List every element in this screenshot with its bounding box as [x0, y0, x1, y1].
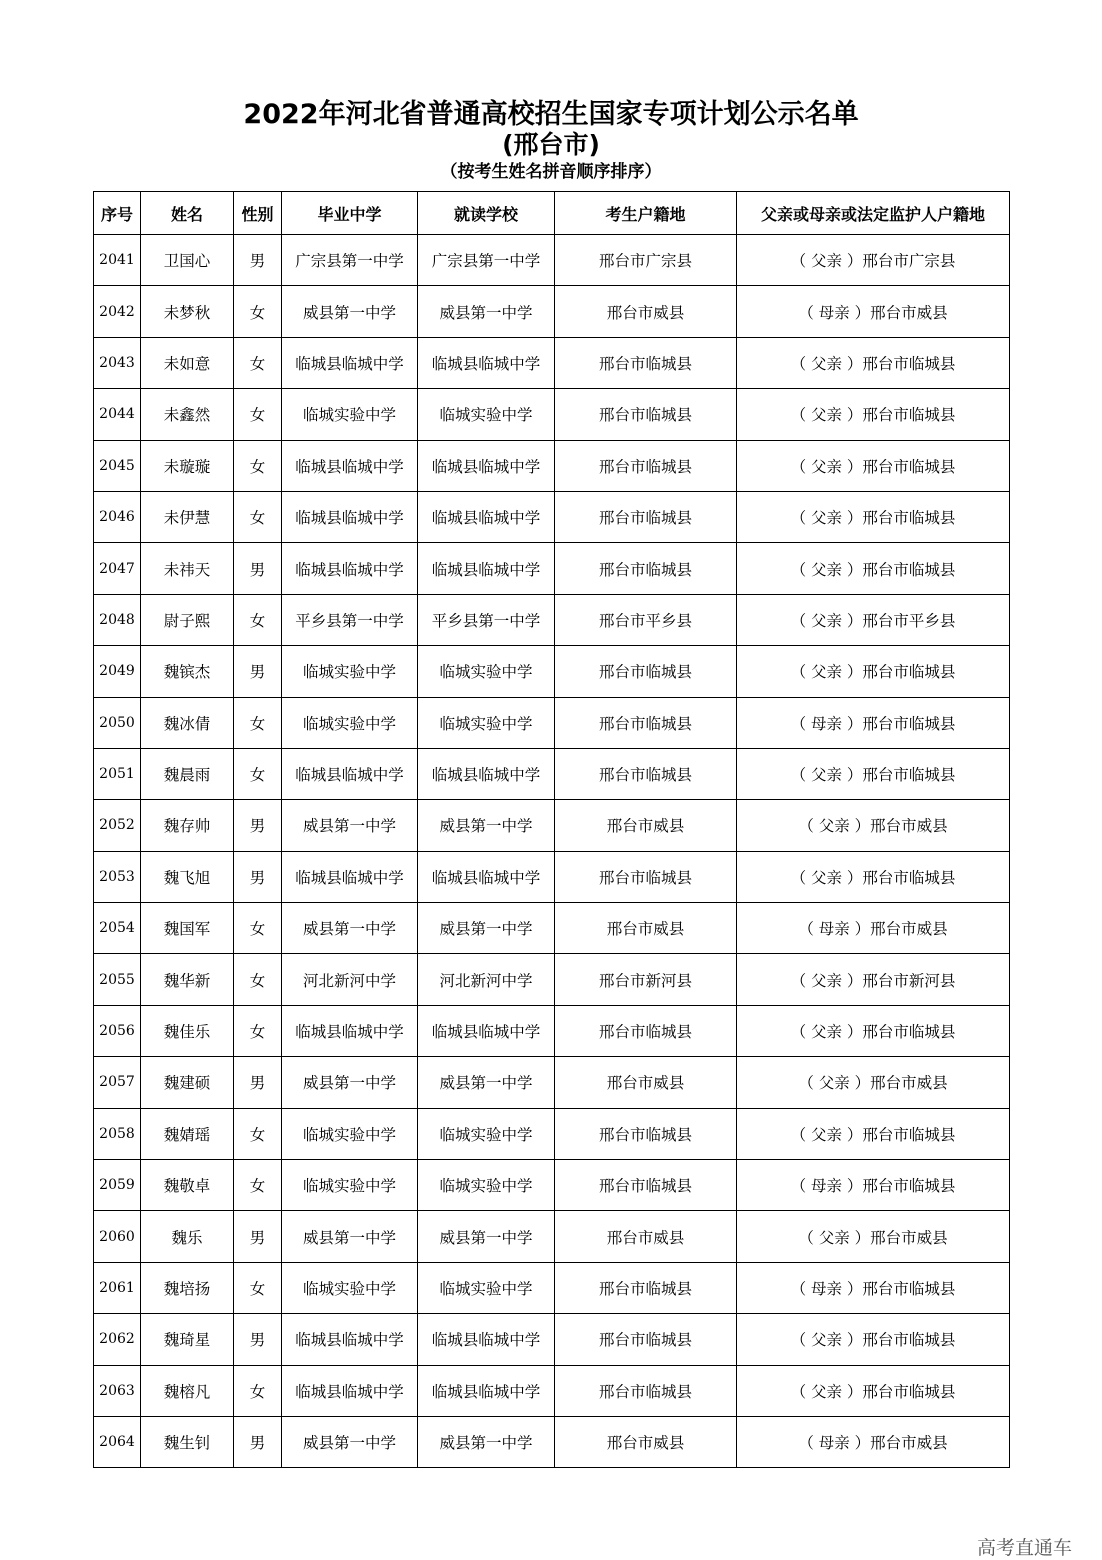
student-household-cell: 邢台市临城县 — [555, 1262, 737, 1313]
gender-cell: 男 — [234, 1211, 282, 1262]
current-school-cell: 威县第一中学 — [418, 800, 555, 851]
table-row — [94, 1365, 1010, 1416]
guardian-household-cell: （ 父亲 ）邢台市临城县 — [737, 337, 1010, 388]
gender-cell: 男 — [234, 543, 282, 594]
watermark: 高考直通车 — [976, 1537, 1072, 1559]
graduated-school-cell: 临城县临城中学 — [282, 1365, 418, 1416]
current-school-cell: 临城县临城中学 — [418, 491, 555, 542]
table-row — [94, 286, 1010, 337]
student-household-cell: 邢台市威县 — [555, 800, 737, 851]
graduated-school-cell: 威县第一中学 — [282, 1057, 418, 1108]
gender-cell: 男 — [234, 1314, 282, 1365]
student-household-header: 考生户籍地 — [555, 192, 737, 235]
student-household-cell: 邢台市临城县 — [555, 748, 737, 799]
guardian-household-cell: （ 父亲 ）邢台市广宗县 — [737, 235, 1010, 286]
guardian-household-cell: （ 父亲 ）邢台市威县 — [737, 800, 1010, 851]
student-household-cell: 邢台市临城县 — [555, 1005, 737, 1056]
table-row — [94, 851, 1010, 902]
table-row — [94, 697, 1010, 748]
current-school-header: 就读学校 — [418, 192, 555, 235]
graduated-school-cell: 临城实验中学 — [282, 1262, 418, 1313]
name-cell: 魏建硕 — [141, 1057, 234, 1108]
name-cell: 魏镔杰 — [141, 646, 234, 697]
guardian-household-cell: （ 父亲 ）邢台市临城县 — [737, 1314, 1010, 1365]
name-cell: 魏冰倩 — [141, 697, 234, 748]
name-cell: 魏国军 — [141, 903, 234, 954]
guardian-household-cell: （ 父亲 ）邢台市威县 — [737, 1211, 1010, 1262]
gender-cell: 女 — [234, 1160, 282, 1211]
gender-cell: 女 — [234, 1108, 282, 1159]
table-row — [94, 748, 1010, 799]
guardian-household-cell: （ 父亲 ）邢台市临城县 — [737, 851, 1010, 902]
seq-cell: 2059 — [94, 1160, 141, 1211]
student-household-cell: 邢台市临城县 — [555, 851, 737, 902]
gender-cell: 男 — [234, 851, 282, 902]
graduated-school-cell: 广宗县第一中学 — [282, 235, 418, 286]
gender-cell: 女 — [234, 1262, 282, 1313]
graduated-school-cell: 临城县临城中学 — [282, 1005, 418, 1056]
student-household-cell: 邢台市临城县 — [555, 697, 737, 748]
guardian-household-cell: （ 母亲 ）邢台市临城县 — [737, 1160, 1010, 1211]
seq-cell: 2062 — [94, 1314, 141, 1365]
gender-cell: 女 — [234, 1365, 282, 1416]
guardian-household-cell: （ 父亲 ）邢台市平乡县 — [737, 594, 1010, 645]
table-row — [94, 491, 1010, 542]
seq-cell: 2044 — [94, 389, 141, 440]
seq-cell: 2047 — [94, 543, 141, 594]
guardian-household-cell: （ 父亲 ）邢台市临城县 — [737, 440, 1010, 491]
table-row — [94, 1057, 1010, 1108]
name-cell: 未祎天 — [141, 543, 234, 594]
name-cell: 未梦秋 — [141, 286, 234, 337]
page-subtitle: (邢台市) — [502, 130, 600, 159]
seq-cell: 2057 — [94, 1057, 141, 1108]
guardian-household-cell: （ 父亲 ）邢台市临城县 — [737, 491, 1010, 542]
seq-cell: 2056 — [94, 1005, 141, 1056]
student-household-cell: 邢台市威县 — [555, 1057, 737, 1108]
current-school-cell: 威县第一中学 — [418, 286, 555, 337]
current-school-cell: 平乡县第一中学 — [418, 594, 555, 645]
seq-cell: 2046 — [94, 491, 141, 542]
graduated-school-cell: 河北新河中学 — [282, 954, 418, 1005]
guardian-household-cell: （ 父亲 ）邢台市临城县 — [737, 1365, 1010, 1416]
graduated-school-cell: 临城县临城中学 — [282, 491, 418, 542]
gender-cell: 女 — [234, 440, 282, 491]
guardian-household-cell: （ 父亲 ）邢台市临城县 — [737, 1005, 1010, 1056]
seq-cell: 2052 — [94, 800, 141, 851]
graduated-school-cell: 临城县临城中学 — [282, 337, 418, 388]
gender-cell: 女 — [234, 491, 282, 542]
name-cell: 魏乐 — [141, 1211, 234, 1262]
seq-cell: 2061 — [94, 1262, 141, 1313]
guardian-household-cell: （ 父亲 ）邢台市临城县 — [737, 646, 1010, 697]
graduated-school-cell: 临城县临城中学 — [282, 748, 418, 799]
table-row — [94, 1211, 1010, 1262]
name-cell: 魏华新 — [141, 954, 234, 1005]
table-body — [94, 235, 1010, 1468]
seq-cell: 2051 — [94, 748, 141, 799]
student-household-cell: 邢台市临城县 — [555, 491, 737, 542]
name-cell: 未璇璇 — [141, 440, 234, 491]
seq-cell: 2050 — [94, 697, 141, 748]
gender-cell: 女 — [234, 389, 282, 440]
table-row — [94, 440, 1010, 491]
current-school-cell: 临城县临城中学 — [418, 1314, 555, 1365]
graduated-school-cell: 威县第一中学 — [282, 800, 418, 851]
graduated-school-cell: 临城县临城中学 — [282, 851, 418, 902]
name-cell: 魏晨雨 — [141, 748, 234, 799]
student-household-cell: 邢台市广宗县 — [555, 235, 737, 286]
student-household-cell: 邢台市威县 — [555, 903, 737, 954]
name-cell: 魏生钊 — [141, 1416, 234, 1467]
graduated-school-cell: 临城实验中学 — [282, 1108, 418, 1159]
current-school-cell: 河北新河中学 — [418, 954, 555, 1005]
table-row — [94, 1262, 1010, 1313]
graduated-school-cell: 威县第一中学 — [282, 1416, 418, 1467]
name-cell: 魏榕凡 — [141, 1365, 234, 1416]
current-school-cell: 临城实验中学 — [418, 646, 555, 697]
seq-cell: 2064 — [94, 1416, 141, 1467]
gender-header: 性别 — [234, 192, 282, 235]
seq-cell: 2045 — [94, 440, 141, 491]
guardian-household-cell: （ 母亲 ）邢台市威县 — [737, 286, 1010, 337]
seq-cell: 2042 — [94, 286, 141, 337]
graduated-school-cell: 平乡县第一中学 — [282, 594, 418, 645]
table-row — [94, 1005, 1010, 1056]
table-header-row — [94, 192, 1010, 235]
student-household-cell: 邢台市临城县 — [555, 1365, 737, 1416]
name-cell: 未鑫然 — [141, 389, 234, 440]
guardian-household-cell: （ 父亲 ）邢台市新河县 — [737, 954, 1010, 1005]
seq-cell: 2054 — [94, 903, 141, 954]
graduated-school-cell: 临城县临城中学 — [282, 1314, 418, 1365]
current-school-cell: 临城县临城中学 — [418, 543, 555, 594]
table-row — [94, 235, 1010, 286]
current-school-cell: 临城实验中学 — [418, 697, 555, 748]
name-cell: 魏敬卓 — [141, 1160, 234, 1211]
name-cell: 卫国心 — [141, 235, 234, 286]
current-school-cell: 临城实验中学 — [418, 1262, 555, 1313]
name-cell: 尉子熙 — [141, 594, 234, 645]
seq-cell: 2058 — [94, 1108, 141, 1159]
table-row — [94, 337, 1010, 388]
gender-cell: 女 — [234, 903, 282, 954]
table-row — [94, 1160, 1010, 1211]
table-row — [94, 389, 1010, 440]
current-school-cell: 临城县临城中学 — [418, 1365, 555, 1416]
table-row — [94, 646, 1010, 697]
name-cell: 魏婧瑶 — [141, 1108, 234, 1159]
seq-cell: 2043 — [94, 337, 141, 388]
gender-cell: 男 — [234, 1057, 282, 1108]
current-school-cell: 威县第一中学 — [418, 903, 555, 954]
current-school-cell: 临城县临城中学 — [418, 337, 555, 388]
sort-note: （按考生姓名拼音顺序排序） — [440, 162, 662, 182]
page-title: 2022年河北省普通高校招生国家专项计划公示名单 — [243, 99, 859, 130]
seq-header: 序号 — [94, 192, 141, 235]
seq-cell: 2060 — [94, 1211, 141, 1262]
gender-cell: 女 — [234, 748, 282, 799]
gender-cell: 女 — [234, 697, 282, 748]
name-cell: 未伊慧 — [141, 491, 234, 542]
student-household-cell: 邢台市威县 — [555, 1211, 737, 1262]
table-row — [94, 1108, 1010, 1159]
gender-cell: 男 — [234, 235, 282, 286]
guardian-household-cell: （ 父亲 ）邢台市临城县 — [737, 748, 1010, 799]
roster-table — [93, 191, 1010, 1468]
seq-cell: 2055 — [94, 954, 141, 1005]
student-household-cell: 邢台市临城县 — [555, 389, 737, 440]
gender-cell: 男 — [234, 1416, 282, 1467]
name-cell: 魏琦星 — [141, 1314, 234, 1365]
guardian-household-cell: （ 母亲 ）邢台市临城县 — [737, 1262, 1010, 1313]
current-school-cell: 威县第一中学 — [418, 1416, 555, 1467]
table-row — [94, 1314, 1010, 1365]
gender-cell: 女 — [234, 286, 282, 337]
current-school-cell: 临城县临城中学 — [418, 1005, 555, 1056]
name-cell: 魏存帅 — [141, 800, 234, 851]
seq-cell: 2063 — [94, 1365, 141, 1416]
student-household-cell: 邢台市平乡县 — [555, 594, 737, 645]
student-household-cell: 邢台市临城县 — [555, 646, 737, 697]
current-school-cell: 临城实验中学 — [418, 1160, 555, 1211]
seq-cell: 2049 — [94, 646, 141, 697]
seq-cell: 2041 — [94, 235, 141, 286]
gender-cell: 女 — [234, 1005, 282, 1056]
table-row — [94, 800, 1010, 851]
student-household-cell: 邢台市临城县 — [555, 1160, 737, 1211]
table-row — [94, 954, 1010, 1005]
gender-cell: 男 — [234, 800, 282, 851]
current-school-cell: 广宗县第一中学 — [418, 235, 555, 286]
student-household-cell: 邢台市临城县 — [555, 1314, 737, 1365]
graduated-school-cell: 临城实验中学 — [282, 389, 418, 440]
student-household-cell: 邢台市临城县 — [555, 440, 737, 491]
current-school-cell: 临城实验中学 — [418, 1108, 555, 1159]
graduated-school-cell: 威县第一中学 — [282, 286, 418, 337]
gender-cell: 女 — [234, 594, 282, 645]
current-school-cell: 临城实验中学 — [418, 389, 555, 440]
graduated-school-cell: 临城实验中学 — [282, 646, 418, 697]
name-cell: 未如意 — [141, 337, 234, 388]
current-school-cell: 临城县临城中学 — [418, 748, 555, 799]
graduated-school-cell: 临城县临城中学 — [282, 440, 418, 491]
current-school-cell: 威县第一中学 — [418, 1057, 555, 1108]
student-household-cell: 邢台市临城县 — [555, 1108, 737, 1159]
name-header: 姓名 — [141, 192, 234, 235]
guardian-household-cell: （ 父亲 ）邢台市临城县 — [737, 389, 1010, 440]
guardian-household-cell: （ 父亲 ）邢台市临城县 — [737, 543, 1010, 594]
name-cell: 魏飞旭 — [141, 851, 234, 902]
graduated-school-cell: 临城实验中学 — [282, 697, 418, 748]
graduated-school-header: 毕业中学 — [282, 192, 418, 235]
name-cell: 魏佳乐 — [141, 1005, 234, 1056]
graduated-school-cell: 威县第一中学 — [282, 1211, 418, 1262]
student-household-cell: 邢台市威县 — [555, 1416, 737, 1467]
graduated-school-cell: 威县第一中学 — [282, 903, 418, 954]
gender-cell: 女 — [234, 337, 282, 388]
guardian-household-cell: （ 母亲 ）邢台市临城县 — [737, 697, 1010, 748]
guardian-household-cell: （ 母亲 ）邢台市威县 — [737, 1416, 1010, 1467]
student-household-cell: 邢台市临城县 — [555, 543, 737, 594]
guardian-household-cell: （ 母亲 ）邢台市威县 — [737, 903, 1010, 954]
student-household-cell: 邢台市新河县 — [555, 954, 737, 1005]
gender-cell: 男 — [234, 646, 282, 697]
graduated-school-cell: 临城县临城中学 — [282, 543, 418, 594]
student-household-cell: 邢台市临城县 — [555, 337, 737, 388]
current-school-cell: 临城县临城中学 — [418, 851, 555, 902]
guardian-household-cell: （ 父亲 ）邢台市威县 — [737, 1057, 1010, 1108]
name-cell: 魏培扬 — [141, 1262, 234, 1313]
current-school-cell: 威县第一中学 — [418, 1211, 555, 1262]
seq-cell: 2053 — [94, 851, 141, 902]
guardian-household-header: 父亲或母亲或法定监护人户籍地 — [737, 192, 1010, 235]
student-household-cell: 邢台市威县 — [555, 286, 737, 337]
seq-cell: 2048 — [94, 594, 141, 645]
gender-cell: 女 — [234, 954, 282, 1005]
table-row — [94, 903, 1010, 954]
guardian-household-cell: （ 父亲 ）邢台市临城县 — [737, 1108, 1010, 1159]
table-row — [94, 1416, 1010, 1467]
current-school-cell: 临城县临城中学 — [418, 440, 555, 491]
table-row — [94, 594, 1010, 645]
table-row — [94, 543, 1010, 594]
graduated-school-cell: 临城实验中学 — [282, 1160, 418, 1211]
